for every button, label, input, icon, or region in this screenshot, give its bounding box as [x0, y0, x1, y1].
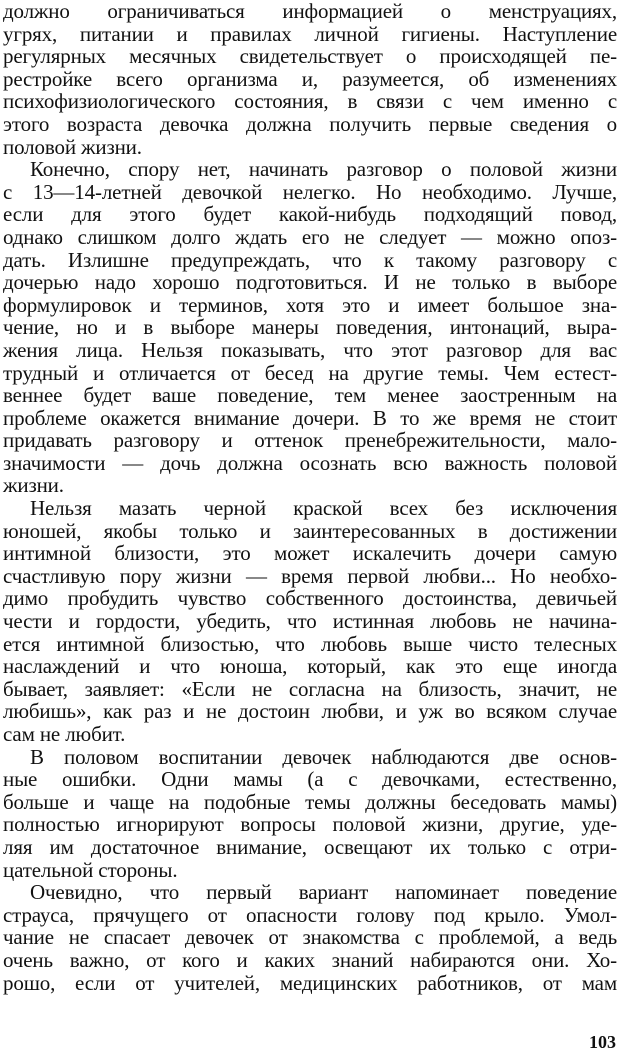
- paragraph-5: [3, 881, 617, 994]
- text-line: очень важно, от кого и каких знаний набираются они. Хо-: [3, 947, 617, 972]
- text-line: рестройке всего организма и, разумеется, об изменениях: [3, 66, 617, 91]
- text-line: чение, но и в выборе манеры поведения, интонаций, выра-: [3, 315, 617, 340]
- text-line: димо пробудить чувство собственного достоинства, девичьей: [3, 586, 617, 611]
- text-line: Нельзя мазать черной краской всех без исключения: [30, 496, 617, 521]
- text-line: этого возраста девочка должна получить первые сведения о: [3, 111, 617, 136]
- text-line: жения лица. Нельзя показывать, что этот разговор для вас: [3, 337, 617, 362]
- text-line: сам не любит.: [3, 722, 126, 746]
- text-line: интимной близости, это может искалечить дочери самую: [3, 541, 617, 566]
- text-line: ется интимной близостью, что любовь выше чисто телесных: [3, 631, 617, 656]
- book-page: [3, 0, 617, 994]
- text-line: полностью игнорируют вопросы половой жизни, другие, уде-: [3, 812, 617, 837]
- text-line: половой жизни.: [3, 134, 142, 159]
- text-line: рошо, если от учителей, медицинских работников, от мам: [3, 970, 617, 995]
- text-line: наслаждений и что юноша, который, как это еще иногда: [3, 654, 617, 679]
- text-line: юношей, якобы только и заинтересованных в достижении: [3, 518, 617, 543]
- page-number: 103: [589, 1032, 616, 1052]
- paragraph-2: [3, 158, 617, 497]
- text-line: трудный и отличается от бесед на другие темы. Чем естест-: [3, 360, 617, 385]
- text-line: счастливую пору жизни — время первой любви... Но необхо-: [3, 563, 617, 588]
- text-line: Очевидно, что первый вариант напоминает поведение: [30, 880, 617, 905]
- text-line: дочерью надо хорошо подготовиться. И не только в выборе: [3, 270, 617, 295]
- text-line: формулировок и терминов, хотя это и имеет большое зна-: [3, 292, 617, 317]
- text-line: любишь», как раз и не достоин любви, и уж во всяком случае: [3, 699, 617, 724]
- text-line: веннее будет ваше поведение, тем менее заостренным на: [3, 383, 617, 408]
- text-line: проблеме окажется внимание дочери. В то же время не стоит: [3, 405, 617, 430]
- text-line: страуса, прячущего от опасности голову под крыло. Умол-: [3, 902, 617, 927]
- text-line: однако слишком долго ждать его не следует — можно опоз-: [3, 224, 617, 249]
- text-line: значимости — дочь должна осознать всю важность половой: [3, 450, 617, 475]
- text-line: цательной стороны.: [3, 857, 178, 882]
- text-line: дать. Излишне предупреждать, что к такому разговору с: [3, 247, 617, 272]
- paragraph-4: [3, 746, 617, 882]
- text-line: психофизиологического состояния, в связи с чем именно с: [3, 89, 617, 114]
- text-line: В половом воспитании девочек наблюдаются две основ-: [30, 744, 617, 769]
- text-line: ляя им достаточное внимание, освещают их только с отри-: [3, 834, 617, 859]
- text-line: должно ограничиваться информацией о менструациях,: [3, 0, 617, 23]
- text-line: с 13—14-летней девочкой нелегко. Но необходимо. Лучше,: [3, 179, 617, 204]
- text-line: угрях, питании и правилах личной гигиены. Наступление: [3, 21, 617, 46]
- text-line: бывает, заявляет: «Если не согласна на близость, значит, не: [3, 676, 617, 701]
- text-line: жизни.: [3, 473, 64, 498]
- paragraph-3: [3, 497, 617, 746]
- text-line: Конечно, спору нет, начинать разговор о половой жизни: [30, 157, 617, 182]
- text-line: больше и чаще на подобные темы должны беседовать мамы): [3, 789, 617, 814]
- text-line: ные ошибки. Одни мамы (а с девочками, естественно,: [3, 767, 617, 792]
- paragraph-1: [3, 0, 617, 158]
- text-line: если для этого будет какой-нибудь подходящий повод,: [3, 202, 617, 227]
- text-line: придавать разговору и оттенок пренебрежительности, мало-: [3, 428, 617, 453]
- text-line: чание не спасает девочек от знакомства с проблемой, а ведь: [3, 925, 617, 950]
- text-line: регулярных месячных свидетельствует о происходящей пе-: [3, 44, 617, 69]
- text-line: чести и гордости, убедить, что истинная любовь не начина-: [3, 609, 617, 634]
